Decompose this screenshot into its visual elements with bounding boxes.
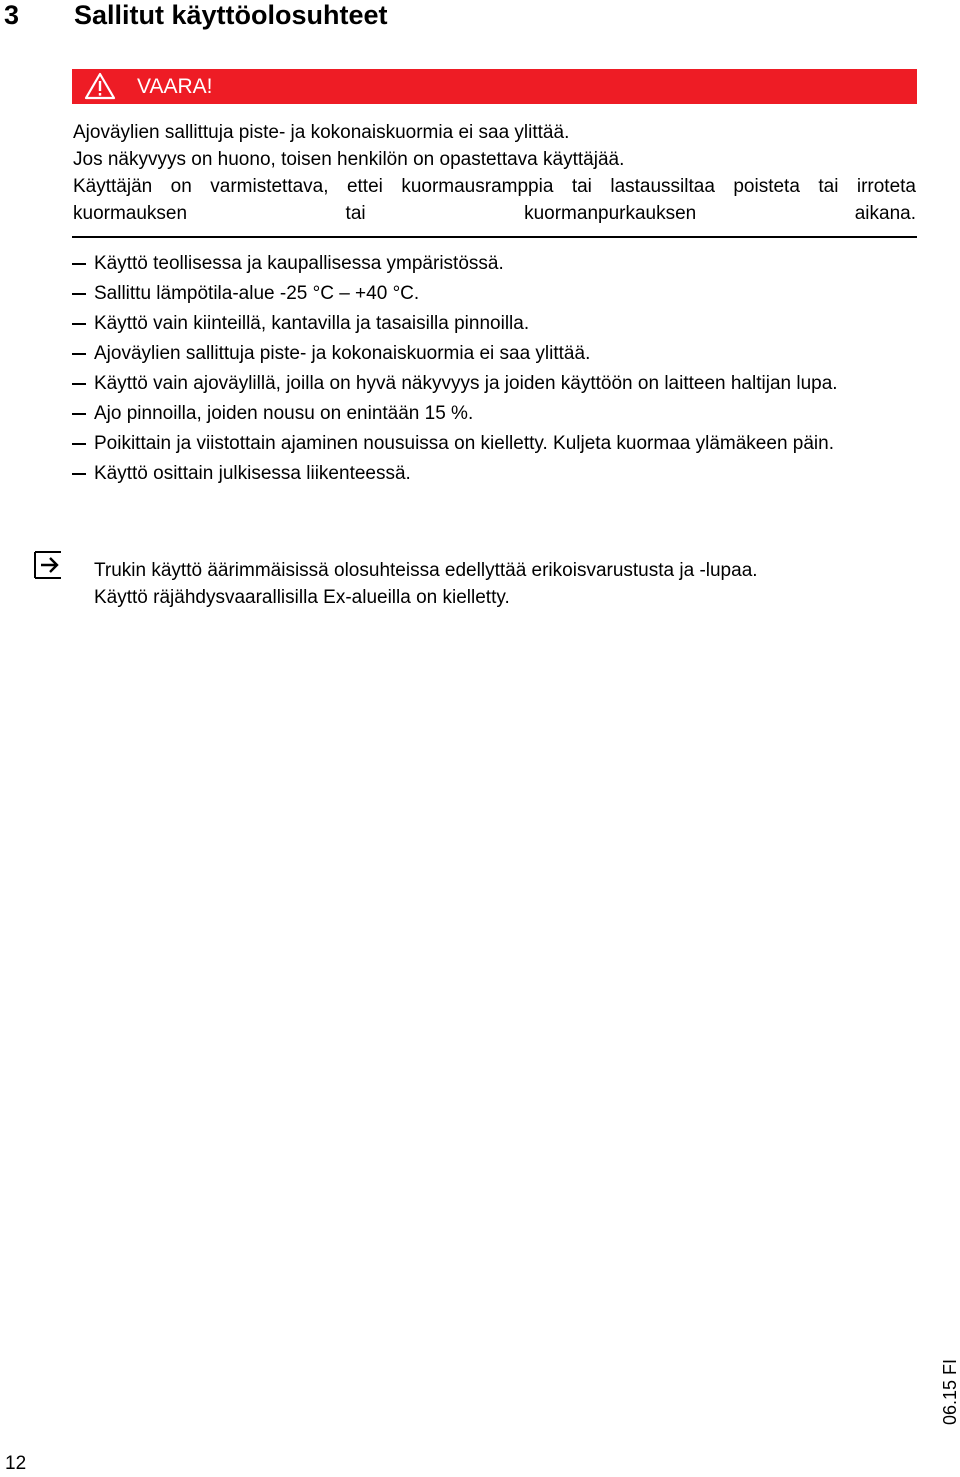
list-item-text: Käyttö teollisessa ja kaupallisessa ympäristössä. [94, 253, 504, 274]
danger-message [73, 119, 916, 227]
section-number: 3 [4, 0, 20, 30]
list-item [72, 430, 917, 457]
list-item-text: Ajo pinnoilla, joiden nousu on enintään 15 %. [94, 403, 474, 424]
dash-bullet [72, 353, 86, 355]
list-item [72, 250, 917, 277]
list-item-text: Käyttö osittain julkisessa liikenteessä. [94, 463, 411, 484]
dash-bullet [72, 383, 86, 385]
conditions-list [72, 250, 917, 490]
danger-label: VAARA! [137, 75, 213, 98]
dash-bullet [72, 413, 86, 415]
edition-label: 06.15 FI [940, 1358, 960, 1426]
note-line: Trukin käyttö äärimmäisissä olosuhteissa edellyttää erikoisvarustusta ja -lupaa. [94, 560, 758, 581]
dash-bullet [72, 323, 86, 325]
note-line: Käyttö räjähdysvaarallisilla Ex-alueilla on kielletty. [94, 587, 510, 608]
danger-message-line: Ajoväylien sallittuja piste- ja kokonaiskuormia ei saa ylittää. [73, 122, 570, 143]
section-title: Sallitut käyttöolosuhteet [74, 0, 388, 30]
note-text [94, 557, 924, 611]
section-heading [4, 0, 388, 30]
dash-bullet [72, 473, 86, 475]
list-item-text: Poikittain ja viistottain ajaminen nousuissa on kielletty. Kuljeta kuormaa ylämäkeen päin. [94, 433, 834, 454]
list-item [72, 460, 917, 487]
list-item [72, 370, 917, 397]
list-item-text: Ajoväylien sallittuja piste- ja kokonaiskuormia ei saa ylittää. [94, 343, 591, 364]
danger-message-line: Käyttäjän on varmistettava, ettei kuormausramppia tai lastaussiltaa poisteta tai irroteta kuormauksen tai kuormanpurkauksen aikana. [73, 176, 916, 224]
danger-message-line: Jos näkyvyys on huono, toisen henkilön on opastettava käyttäjää. [73, 149, 625, 170]
list-item-text: Sallittu lämpötila-alue -25 °C – +40 °C. [94, 283, 420, 304]
dash-bullet [72, 293, 86, 295]
list-item-text: Käyttö vain kiinteillä, kantavilla ja tasaisilla pinnoilla. [94, 313, 530, 334]
dash-bullet [72, 443, 86, 445]
list-item-text: Käyttö vain ajoväylillä, joilla on hyvä näkyvyys ja joiden käyttöön on laitteen haltijan lupa. [94, 373, 838, 394]
page-number: 12 [5, 1453, 27, 1474]
arrow-right-icon [33, 551, 63, 579]
dash-bullet [72, 263, 86, 265]
warning-triangle-icon [84, 72, 116, 100]
list-item [72, 310, 917, 337]
list-item [72, 400, 917, 427]
list-item [72, 340, 917, 367]
list-item [72, 280, 917, 307]
danger-banner [72, 69, 917, 104]
section-divider [72, 236, 917, 238]
